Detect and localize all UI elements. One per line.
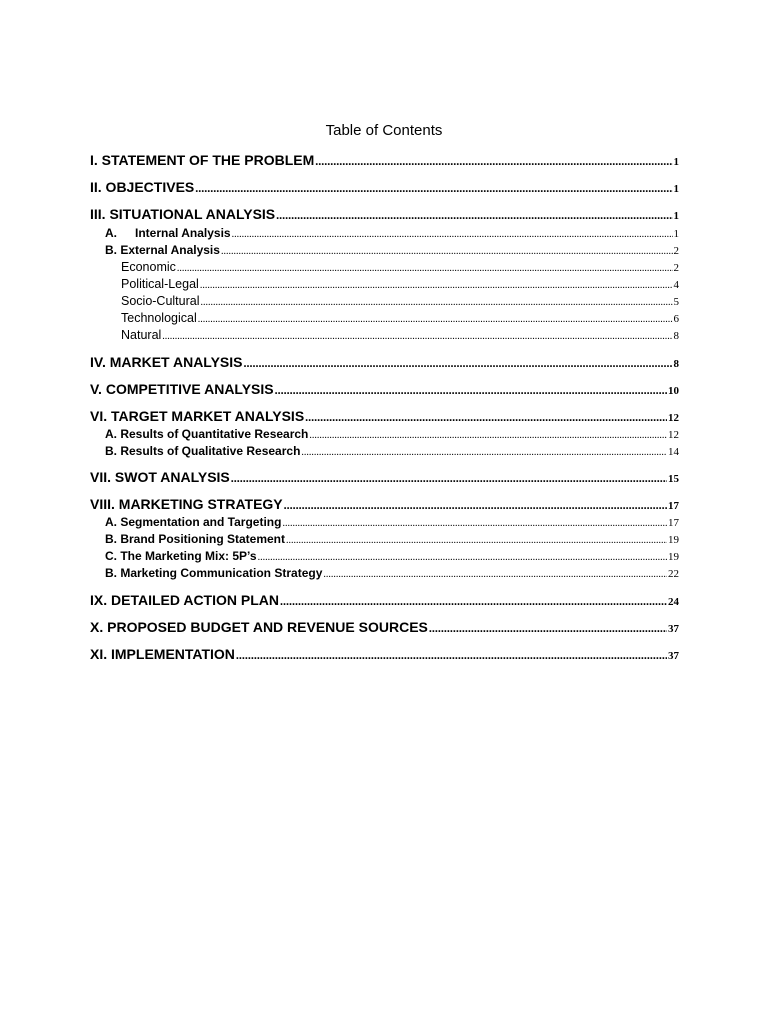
toc-entry-page: 15 [668,473,679,485]
dot-leader [315,154,672,169]
toc-entry-page: 17 [668,517,679,529]
toc-entry [90,328,679,342]
toc-entry [90,152,679,169]
toc-entry-page: 22 [668,568,679,580]
toc-entry-page: 1 [673,183,679,195]
toc-entry-page: 8 [673,330,679,342]
toc-entry-number: A. [105,226,117,240]
toc-entry-page: 12 [668,412,679,424]
toc-entry-label: II. OBJECTIVES [90,179,195,195]
toc-entry-label: V. COMPETITIVE ANALYSIS [90,381,274,397]
toc-entry-page: 8 [673,358,679,370]
toc-entry-label [105,226,231,240]
toc-entry-label: XI. IMPLEMENTATION [90,646,235,662]
toc-entry [90,444,679,458]
toc-entry-page: 1 [673,228,679,240]
dot-leader [177,263,673,274]
toc-entry-label: A. Segmentation and Targeting [105,515,282,529]
dot-leader [282,518,667,529]
toc-entry-label: C. The Marketing Mix: 5P’s [105,549,257,563]
dot-leader [258,552,667,563]
toc-entry-label: Technological [121,311,197,325]
toc-entry-label: A. Results of Quantitative Research [105,427,309,441]
toc-entry-label: I. STATEMENT OF THE PROBLEM [90,152,315,168]
dot-leader [280,594,667,609]
toc-entry [90,277,679,291]
dot-leader [221,246,673,257]
toc-entry [90,496,679,513]
toc-entry-page: 10 [668,385,679,397]
toc-entry-text: Internal Analysis [135,226,231,240]
toc-entry-page: 4 [673,279,679,291]
toc-entry [90,354,679,371]
toc-entry-page: 14 [668,446,679,458]
toc-entry-page: 24 [668,596,679,608]
toc-entry [90,243,679,257]
toc-entry-page: 19 [668,534,679,546]
dot-leader [309,430,667,441]
dot-leader [323,569,667,580]
dot-leader [200,280,673,291]
toc-entry-page: 6 [673,313,679,325]
dot-leader [195,181,672,196]
dot-leader [231,471,667,486]
toc-entry-label: IV. MARKET ANALYSIS [90,354,243,370]
toc-entry-label: IX. DETAILED ACTION PLAN [90,592,279,608]
toc-entry-label: B. External Analysis [105,243,220,257]
toc-entry-label: VI. TARGET MARKET ANALYSIS [90,408,305,424]
toc-entry-label: III. SITUATIONAL ANALYSIS [90,206,276,222]
toc-entry-page: 1 [673,156,679,168]
dot-leader [201,297,673,308]
toc-entry [90,515,679,529]
toc-entry [90,294,679,308]
toc-entry-page: 37 [668,650,679,662]
toc-entry [90,408,679,425]
toc-entry-page: 1 [673,210,679,222]
toc-entry [90,260,679,274]
toc-entry [90,566,679,580]
toc-entry [90,592,679,609]
toc-entry-page: 17 [668,500,679,512]
toc-entry-page: 12 [668,429,679,441]
dot-leader [275,383,667,398]
toc-entry [90,532,679,546]
dot-leader [276,208,672,223]
toc-entry-page: 2 [673,262,679,274]
toc-entry-label: Economic [121,260,176,274]
toc-entry [90,381,679,398]
dot-leader [243,356,672,371]
toc-entry [90,226,679,240]
toc-entry [90,469,679,486]
dot-leader [286,535,667,546]
toc-entry [90,206,679,223]
toc-entry [90,646,679,663]
toc-entry-label: Natural [121,328,162,342]
dot-leader [429,621,667,636]
toc-entry-page: 19 [668,551,679,563]
toc-entry-page: 37 [668,623,679,635]
toc-entry [90,619,679,636]
dot-leader [305,410,667,425]
dot-leader [162,331,672,342]
toc-entry-label: X. PROPOSED BUDGET AND REVENUE SOURCES [90,619,428,635]
toc-entry-label: Political-Legal [121,277,199,291]
toc-entry [90,549,679,563]
toc-entry-label: B. Marketing Communication Strategy [105,566,323,580]
toc-entry-label: VII. SWOT ANALYSIS [90,469,230,485]
toc-entry-page: 2 [673,245,679,257]
dot-leader [232,229,673,240]
toc-entry-label: B. Results of Qualitative Research [105,444,301,458]
toc-entry-page: 5 [673,296,679,308]
dot-leader [301,447,667,458]
dot-leader [236,648,667,663]
dot-leader [198,314,673,325]
page-title: Table of Contents [325,122,443,139]
toc-entry [90,427,679,441]
dot-leader [284,498,667,513]
toc-entry [90,179,679,196]
toc-entry [90,311,679,325]
toc-entry-label: Socio-Cultural [121,294,200,308]
toc-entry-label: B. Brand Positioning Statement [105,532,286,546]
toc-entry-label: VIII. MARKETING STRATEGY [90,496,283,512]
